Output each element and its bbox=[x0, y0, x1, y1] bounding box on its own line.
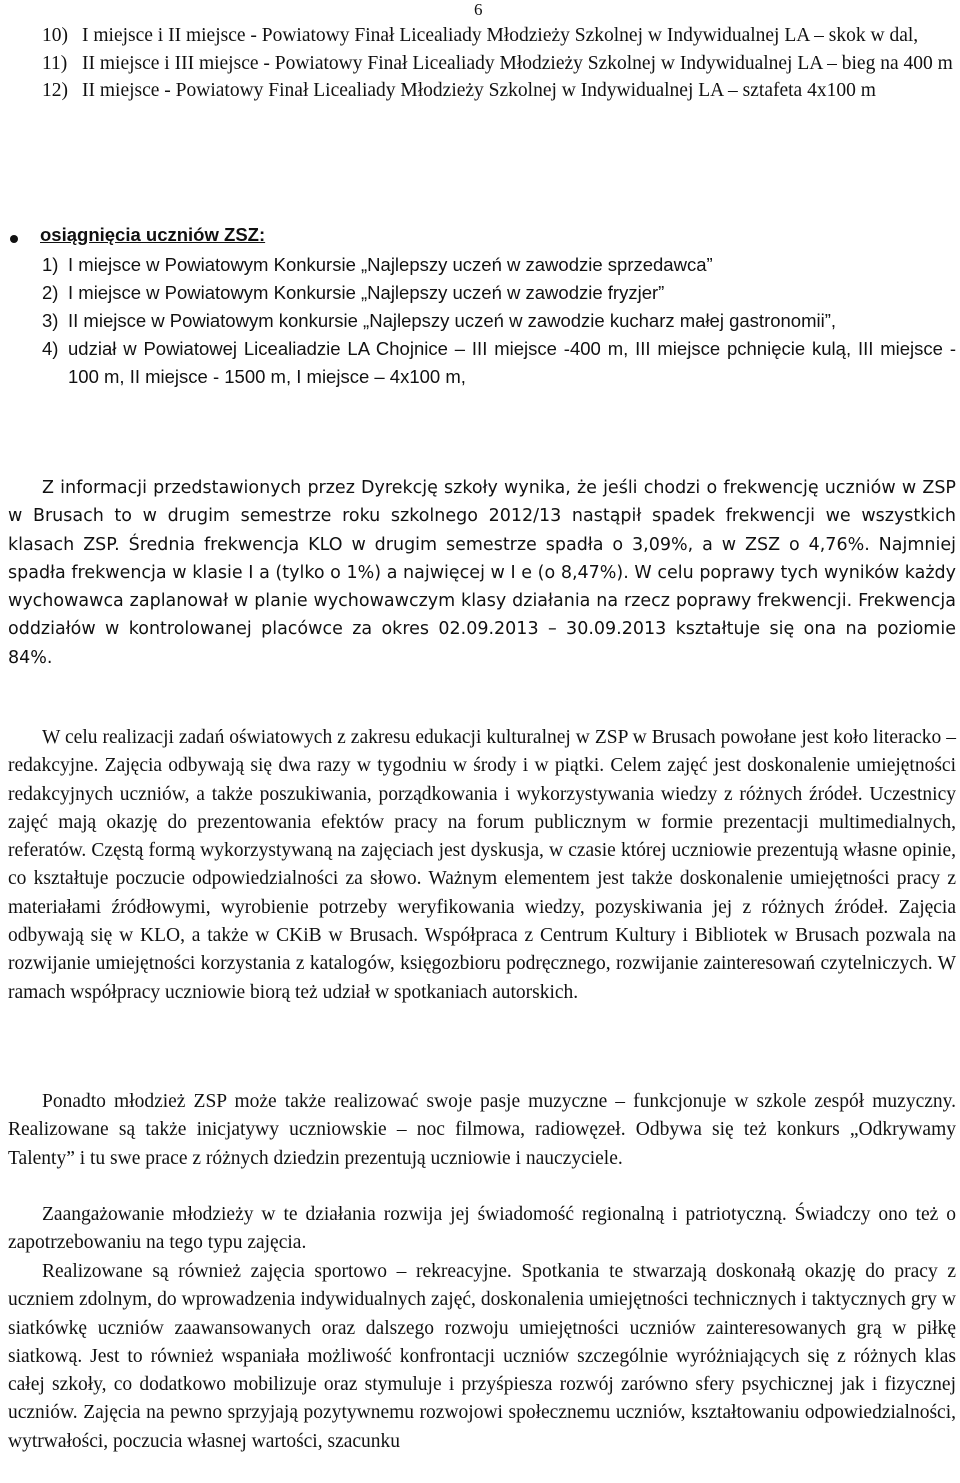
list-item-text: II miejsce - Powiatowy Finał Licealiady Młodzieży Szkolnej w Indywidualnej LA – sztafeta 4x100 m bbox=[82, 80, 876, 102]
list-item bbox=[42, 77, 956, 105]
list-item bbox=[42, 307, 956, 335]
list-item bbox=[42, 22, 956, 50]
list-item-text: II miejsce w Powiatowym konkursie „Najlepszy uczeń w zawodzie kucharz małej gastronomii”, bbox=[68, 310, 837, 331]
page-number: 6 bbox=[474, 0, 483, 19]
list-item-number: 1) bbox=[42, 254, 59, 275]
list-item-number: 12) bbox=[42, 80, 68, 102]
list-item bbox=[42, 50, 956, 78]
list-item bbox=[42, 335, 956, 391]
list-item-text: I miejsce i II miejsce - Powiatowy Finał Licealiady Młodzieży Szkolnej w Indywidualnej LA – skok w dal, bbox=[82, 25, 919, 46]
section-heading: osiągnięcia uczniów ZSZ: bbox=[40, 224, 266, 245]
literary-club-paragraph: W celu realizacji zadań oświatowych z zakresu edukacji kulturalnej w ZSP w Brusach powołane jest koło literacko – redakcyjne. Zajęcia odbywają się dwa razy w tygodniu w środy i w piątki. Celem zajęć jest doskonalenie umiejętności redakcyjnych uczniów, a także poszukiwania, porządkowania i wykorzystywania wiedzy z różnych źródeł. Uczestnicy zajęć mają okazję do prezentowania efektów pracy na forum publicznym w formie prezentacji multimedialnych, referatów. Częstą formą wykorzystywaną na zajęciach jest dyskusja, w czasie której uczniowie prezentują własne opinie, co kształtuje poczucie odpowiedzialności za słowo. Ważnym elementem jest także doskonalenie umiejętności pracy z materiałami źródłowymi, wyrobienie potrzeby weryfikowania wiedzy, pozyskiwania jej z różnych źródeł. Zajęcia odbywają się w KLO, a także w CKiB w Brusach. Współpraca z Centrum Kultury i Bibliotek w Brusach pozwala na rozwijanie umiejętności korzystania z katalogów, księgozbioru podręcznego, rozwijanie zainteresowań czytelniczych. W ramach współpracy uczniowie biorą też udział w spotkaniach autorskich. bbox=[8, 727, 956, 1003]
engagement-paragraph: Zaangażowanie młodzieży w te działania rozwija jej świadomość regionalną i patriotyczną. Świadczy ono też o zapotrzebowaniu na tego typu zajęcia. bbox=[8, 1204, 956, 1254]
list-item-text: udział w Powiatowej Licealiadzie LA Chojnice – III miejsce -400 m, III miejsce pchnięcie kulą, III miejsce - 100 m, II miejsce - 1500 m, I miejsce – 4x100 m, bbox=[68, 338, 956, 387]
list-item-text: I miejsce w Powiatowym Konkursie „Najlepszy uczeń w zawodzie sprzedawca” bbox=[68, 254, 713, 275]
achievements-list-top bbox=[42, 22, 956, 105]
music-paragraph: Ponadto młodzież ZSP może także realizować swoje pasje muzyczne – funkcjonuje w szkole zespół muzyczny. Realizowane są także inicjatywy uczniowskie – noc filmowa, radiowęzeł. Odbywa się też konkurs „Odkrywamy Talenty” i tu swe prace z różnych dziedzin prezentują uczniowie i nauczyciele. bbox=[8, 1091, 956, 1169]
list-item bbox=[42, 251, 956, 279]
list-item-number: 2) bbox=[42, 282, 59, 303]
list-item-text: II miejsce i III miejsce - Powiatowy Finał Licealiady Młodzieży Szkolnej w Indywidualnej LA – bieg na 400 m bbox=[82, 52, 953, 74]
list-item-number: 11) bbox=[42, 52, 68, 74]
attendance-paragraph: Z informacji przedstawionych przez Dyrekcję szkoły wynika, że jeśli chodzi o frekwencję uczniów w ZSP w Brusach to w drugim semestrze roku szkolnego 2012/13 nastąpił spadek frekwencji we wszystkich klasach ZSP. Średnia frekwencja KLO w drugim semestrze spadła o 3,09%, a w ZSZ o 4,76%. Najmniej spadła frekwencja w klasie I a (tylko o 1%) a najwięcej w I e (o 8,47%). W celu poprawy tych wyników każdy wychowawca zaplanował w planie wychowawczym klasy działania na rzecz poprawy frekwencji. Frekwencja oddziałów w kontrolowanej placówce za okres 02.09.2013 – 30.09.2013 kształtuje się ona na poziomie 84%. bbox=[8, 478, 956, 668]
list-item bbox=[42, 279, 956, 307]
list-item-number: 3) bbox=[42, 310, 59, 331]
sports-paragraph: Realizowane są również zajęcia sportowo – rekreacyjne. Spotkania te stwarzają doskonałą okazję do pracy z uczniem zdolnym, do wprowadzenia indywidualnych zajęć, doskonalenia umiejętności technicznych i taktycznych gry w siatkówkę uczniów zaawansowanych oraz dalszego rozwoju umiejętności uczniów zainteresowanych grą w piłkę siatkową. Jest to również wspaniała możliwość konfrontacji uczniów szczególnie wyróżniających się z różnych klas całej szkoły, co dodatkowo mobilizuje oraz stymuluje i przyśpiesza rozwój zarówno sfery psychicznej jak i fizycznej uczniów. Zajęcia na pewno sprzyjają pozytywnemu rozwojowi społecznemu uczniów, kształtowaniu odpowiedzialności, wytrwałości, poczucia własnej wartości, szacunku bbox=[8, 1261, 956, 1452]
zsz-list bbox=[42, 251, 956, 391]
list-item-number: 4) bbox=[42, 338, 59, 359]
bullet-icon bbox=[10, 235, 18, 243]
list-item-text: I miejsce w Powiatowym Konkursie „Najlepszy uczeń w zawodzie fryzjer” bbox=[68, 282, 665, 303]
list-item-number: 10) bbox=[42, 25, 68, 46]
